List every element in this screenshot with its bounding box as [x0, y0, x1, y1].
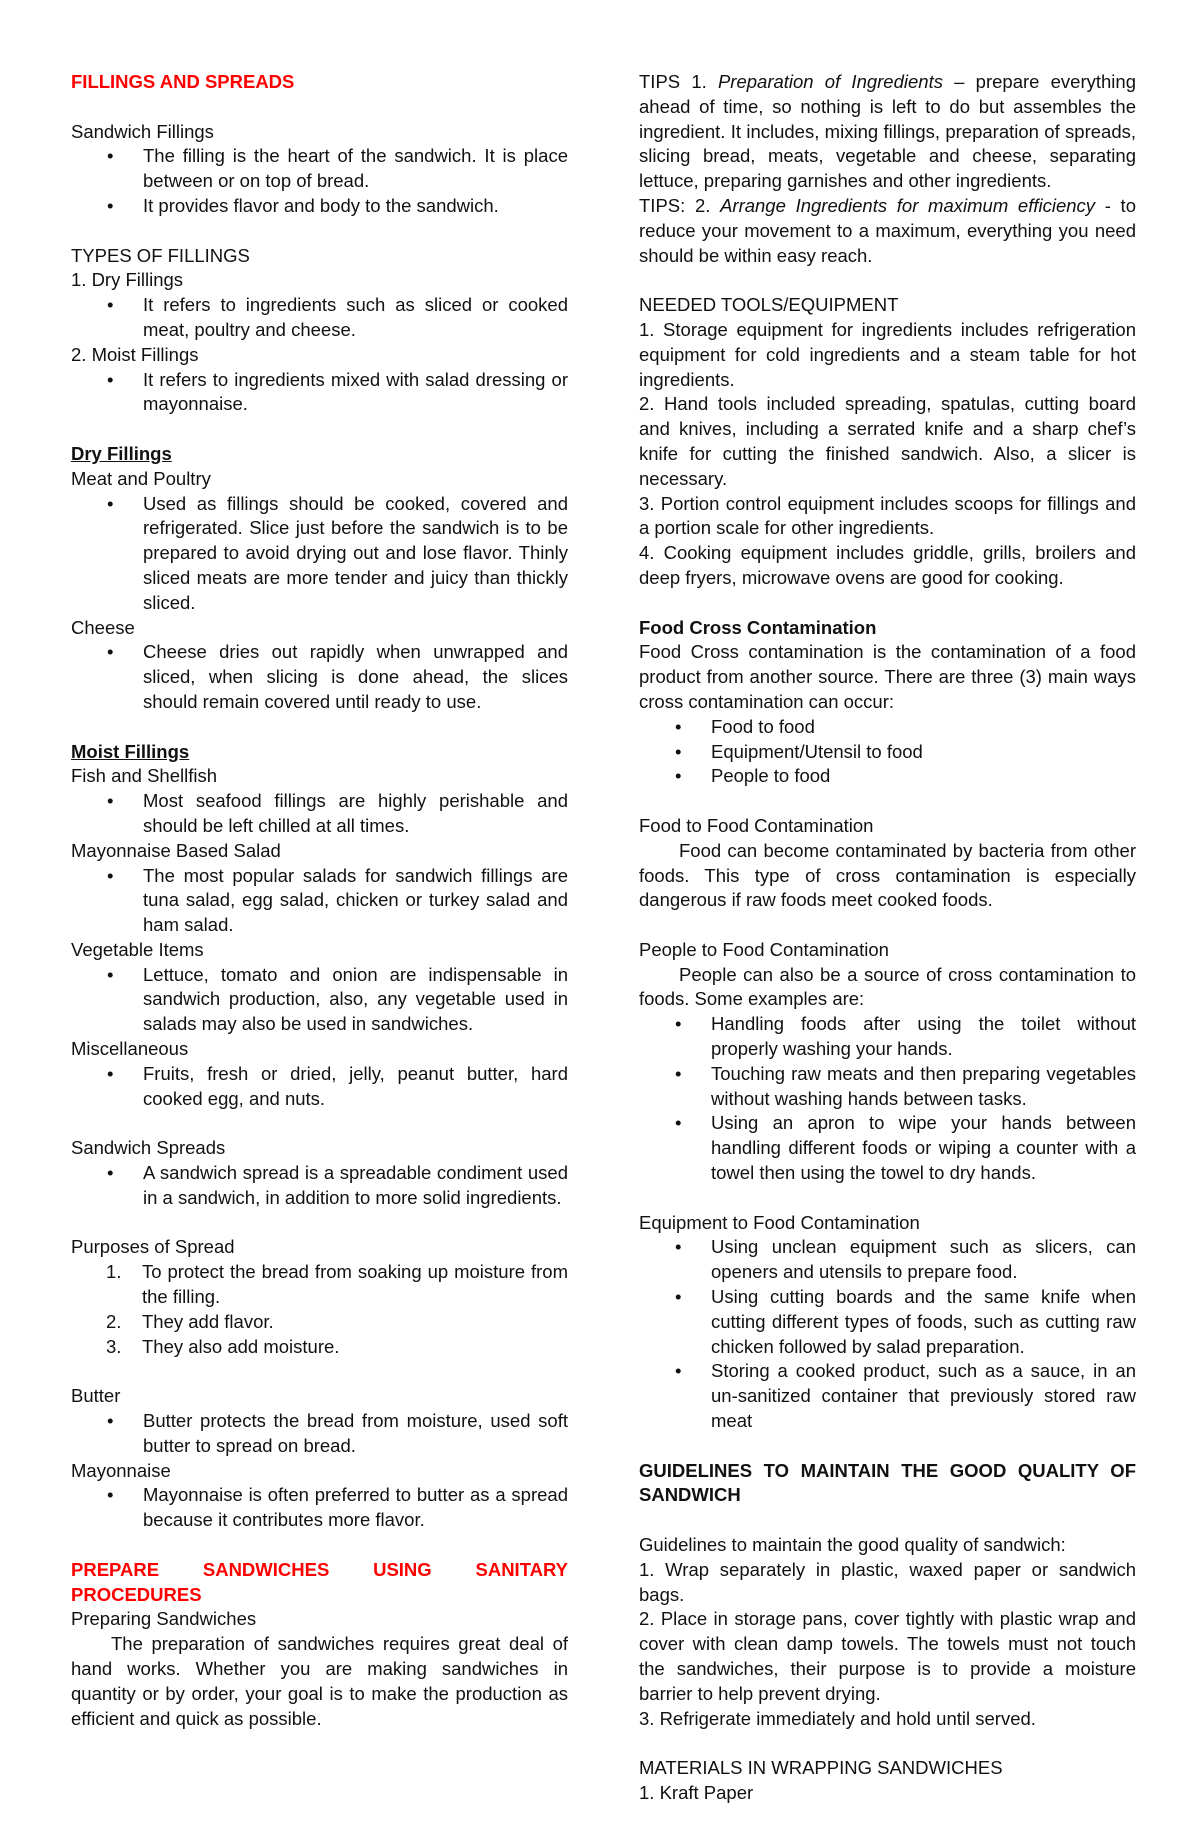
- subheading-equipment-to-food: Equipment to Food Contamination: [639, 1211, 920, 1233]
- heading-moist-fillings: Moist Fillings: [71, 740, 190, 762]
- paragraph-tools-1: 1. Storage equipment for ingredients includes refrigeration equipment for cold ingredients and a steam table for hot ingredients.: [639, 318, 1136, 390]
- list-item: • Cheese dries out rapidly when unwrapped and sliced, when slicing is done ahead, the slices should remain covered until ready to use.: [107, 641, 568, 712]
- list-item: • Butter protects the bread from moisture, used soft butter to spread on bread.: [107, 1410, 568, 1456]
- list-item: • Using an apron to wipe your hands between handling different foods or wiping a counter with a towel then using the towel to dry hands.: [675, 1112, 1136, 1184]
- subheading-mayonnaise: Mayonnaise: [71, 1459, 171, 1481]
- paragraph-tips-1: TIPS 1. Preparation of Ingredients – prepare everything ahead of time, so nothing is left to do but assembles the ingredient. It includes, mixing fillings, preparation of spreads, slicing bread, meats, vegetable and cheese, separating lettuce, preparing garnishes and other ingredients.: [639, 71, 1136, 192]
- paragraph-guidelines-1: 1. Wrap separately in plastic, waxed paper or sandwich bags.: [639, 1558, 1136, 1605]
- title-fillings-and-spreads: FILLINGS AND SPREADS: [71, 71, 295, 92]
- subheading-vegetable-items: Vegetable Items: [71, 938, 204, 960]
- subheading-butter: Butter: [71, 1385, 121, 1407]
- subheading-miscellaneous: Miscellaneous: [71, 1038, 189, 1060]
- subheading-sandwich-fillings: Sandwich Fillings: [71, 120, 214, 142]
- list-item: • The most popular salads for sandwich fillings are tuna salad, egg salad, chicken or turkey salad and ham salad.: [107, 864, 568, 936]
- subheading-food-to-food: Food to Food Contamination: [639, 814, 874, 836]
- list-item: • It refers to ingredients mixed with salad dressing or mayonnaise.: [107, 368, 568, 415]
- list-item: • Handling foods after using the toilet without properly washing your hands.: [675, 1013, 1136, 1060]
- paragraph-people-to-food: People can also be a source of cross contamination to foods. Some examples are:: [639, 963, 1136, 1010]
- list-item: • It provides flavor and body to the sandwich.: [107, 194, 499, 216]
- heading-needed-tools: NEEDED TOOLS/EQUIPMENT: [639, 294, 899, 316]
- list-item: • Mayonnaise is often preferred to butter as a spread because it contributes more flavor.: [107, 1484, 568, 1531]
- list-item: • The filling is the heart of the sandwich. It is place between or on top of bread.: [107, 145, 568, 192]
- paragraph-guidelines-2: 2. Place in storage pans, cover tightly with plastic wrap and cover with clean damp towels. The towels must not touch the sandwiches, their purpose is to provide a moisture barrier to help prevent drying.: [639, 1608, 1136, 1704]
- paragraph-preparing-sandwiches: The preparation of sandwiches requires great deal of hand works. Whether you are making sandwiches in quantity or by order, your goal is to make the production as efficient and quick as possible.: [71, 1633, 568, 1729]
- subheading-purposes-of-spread: Purposes of Spread: [71, 1236, 235, 1258]
- heading-food-cross-contamination: Food Cross Contamination: [639, 616, 877, 638]
- subheading-fish-and-shellfish: Fish and Shellfish: [71, 765, 218, 787]
- list-item: • Fruits, fresh or dried, jelly, peanut butter, hard cooked egg, and nuts.: [107, 1062, 568, 1109]
- subheading-people-to-food: People to Food Contamination: [639, 938, 889, 960]
- list-item: • Storing a cooked product, such as a sauce, in an un-sanitized container that previously stored raw meat: [675, 1360, 1136, 1432]
- heading-prepare-sandwiches-line2: PROCEDURES: [71, 1583, 202, 1605]
- list-item: 1. To protect the bread from soaking up moisture from the filling.: [106, 1261, 568, 1308]
- heading-prepare-sandwiches-line1: PREPARE SANDWICHES USING SANITARY: [71, 1558, 568, 1580]
- subheading-preparing-sandwiches: Preparing Sandwiches: [71, 1608, 257, 1630]
- list-item: • A sandwich spread is a spreadable condiment used in a sandwich, in addition to more solid ingredients.: [107, 1162, 568, 1208]
- paragraph-tips-2: TIPS: 2. Arrange Ingredients for maximum efficiency - to reduce your movement to a maximum, everything you need should be within easy reach.: [639, 194, 1136, 266]
- subheading-cheese: Cheese: [71, 616, 135, 638]
- paragraph-food-to-food: Food can become contaminated by bacteria from other foods. This type of cross contamination is especially dangerous if raw foods meet cooked foods.: [639, 839, 1136, 911]
- paragraph-tools-3: 3. Portion control equipment includes scoops for fillings and a portion scale for other ingredients.: [639, 492, 1136, 539]
- list-item: • Food to food: [675, 715, 815, 737]
- paragraph-materials-1: 1. Kraft Paper: [639, 1781, 754, 1803]
- subheading-dry-fillings-numbered: 1. Dry Fillings: [71, 269, 184, 291]
- list-item: • Used as fillings should be cooked, covered and refrigerated. Slice just before the sandwich is to be prepared to avoid drying out and lose flavor. Thinly sliced meats are more tender and juicy than thickly sliced.: [107, 492, 568, 613]
- list-item: • Equipment/Utensil to food: [675, 740, 923, 762]
- paragraph-tools-2: 2. Hand tools included spreading, spatulas, cutting board and knives, including a serrated knife and a sharp chef’s knife for cutting the finished sandwich. Also, a slicer is necessary.: [639, 393, 1136, 489]
- list-item: • Touching raw meats and then preparing vegetables without washing hands between tasks.: [675, 1062, 1136, 1109]
- list-item: • Using unclean equipment such as slicers, can openers and utensils to prepare food.: [675, 1236, 1136, 1283]
- list-item: • Most seafood fillings are highly perishable and should be left chilled at all times.: [107, 790, 568, 836]
- heading-dry-fillings: Dry Fillings: [71, 442, 172, 464]
- paragraph-tools-4: 4. Cooking equipment includes griddle, grills, broilers and deep fryers, microwave ovens are good for cooking.: [639, 542, 1136, 588]
- subheading-types-of-fillings: TYPES OF FILLINGS: [71, 244, 250, 266]
- subheading-sandwich-spreads: Sandwich Spreads: [71, 1137, 226, 1159]
- paragraph-guidelines-3: 3. Refrigerate immediately and hold until served.: [639, 1707, 1036, 1729]
- heading-guidelines-line1: GUIDELINES TO MAINTAIN THE GOOD QUALITY OF: [639, 1459, 1136, 1481]
- list-item: • It refers to ingredients such as sliced or cooked meat, poultry and cheese.: [107, 294, 568, 340]
- list-item: 3. They also add moisture.: [106, 1335, 340, 1357]
- right-column: [639, 70, 1136, 1806]
- list-item: • Using cutting boards and the same knife when cutting different types of foods, such as cutting raw chicken followed by salad preparation.: [675, 1286, 1136, 1357]
- paragraph-food-cross-contamination: Food Cross contamination is the contamination of a food product from another source. There are three (3) main ways cross contamination can occur:: [639, 641, 1136, 712]
- heading-guidelines-line2: SANDWICH: [639, 1484, 741, 1506]
- subheading-moist-fillings-numbered: 2. Moist Fillings: [71, 343, 199, 365]
- list-item: 2. They add flavor.: [106, 1310, 274, 1332]
- subheading-mayonnaise-based-salad: Mayonnaise Based Salad: [71, 839, 281, 861]
- list-item: • People to food: [675, 765, 831, 787]
- heading-materials-wrapping: MATERIALS IN WRAPPING SANDWICHES: [639, 1757, 1003, 1779]
- list-item: • Lettuce, tomato and onion are indispensable in sandwich production, also, any vegetable used in salads may also be used in sandwiches.: [107, 963, 568, 1035]
- paragraph-guidelines-intro: Guidelines to maintain the good quality of sandwich:: [639, 1534, 1066, 1556]
- left-column: [71, 70, 568, 1731]
- subheading-meat-and-poultry: Meat and Poultry: [71, 467, 211, 489]
